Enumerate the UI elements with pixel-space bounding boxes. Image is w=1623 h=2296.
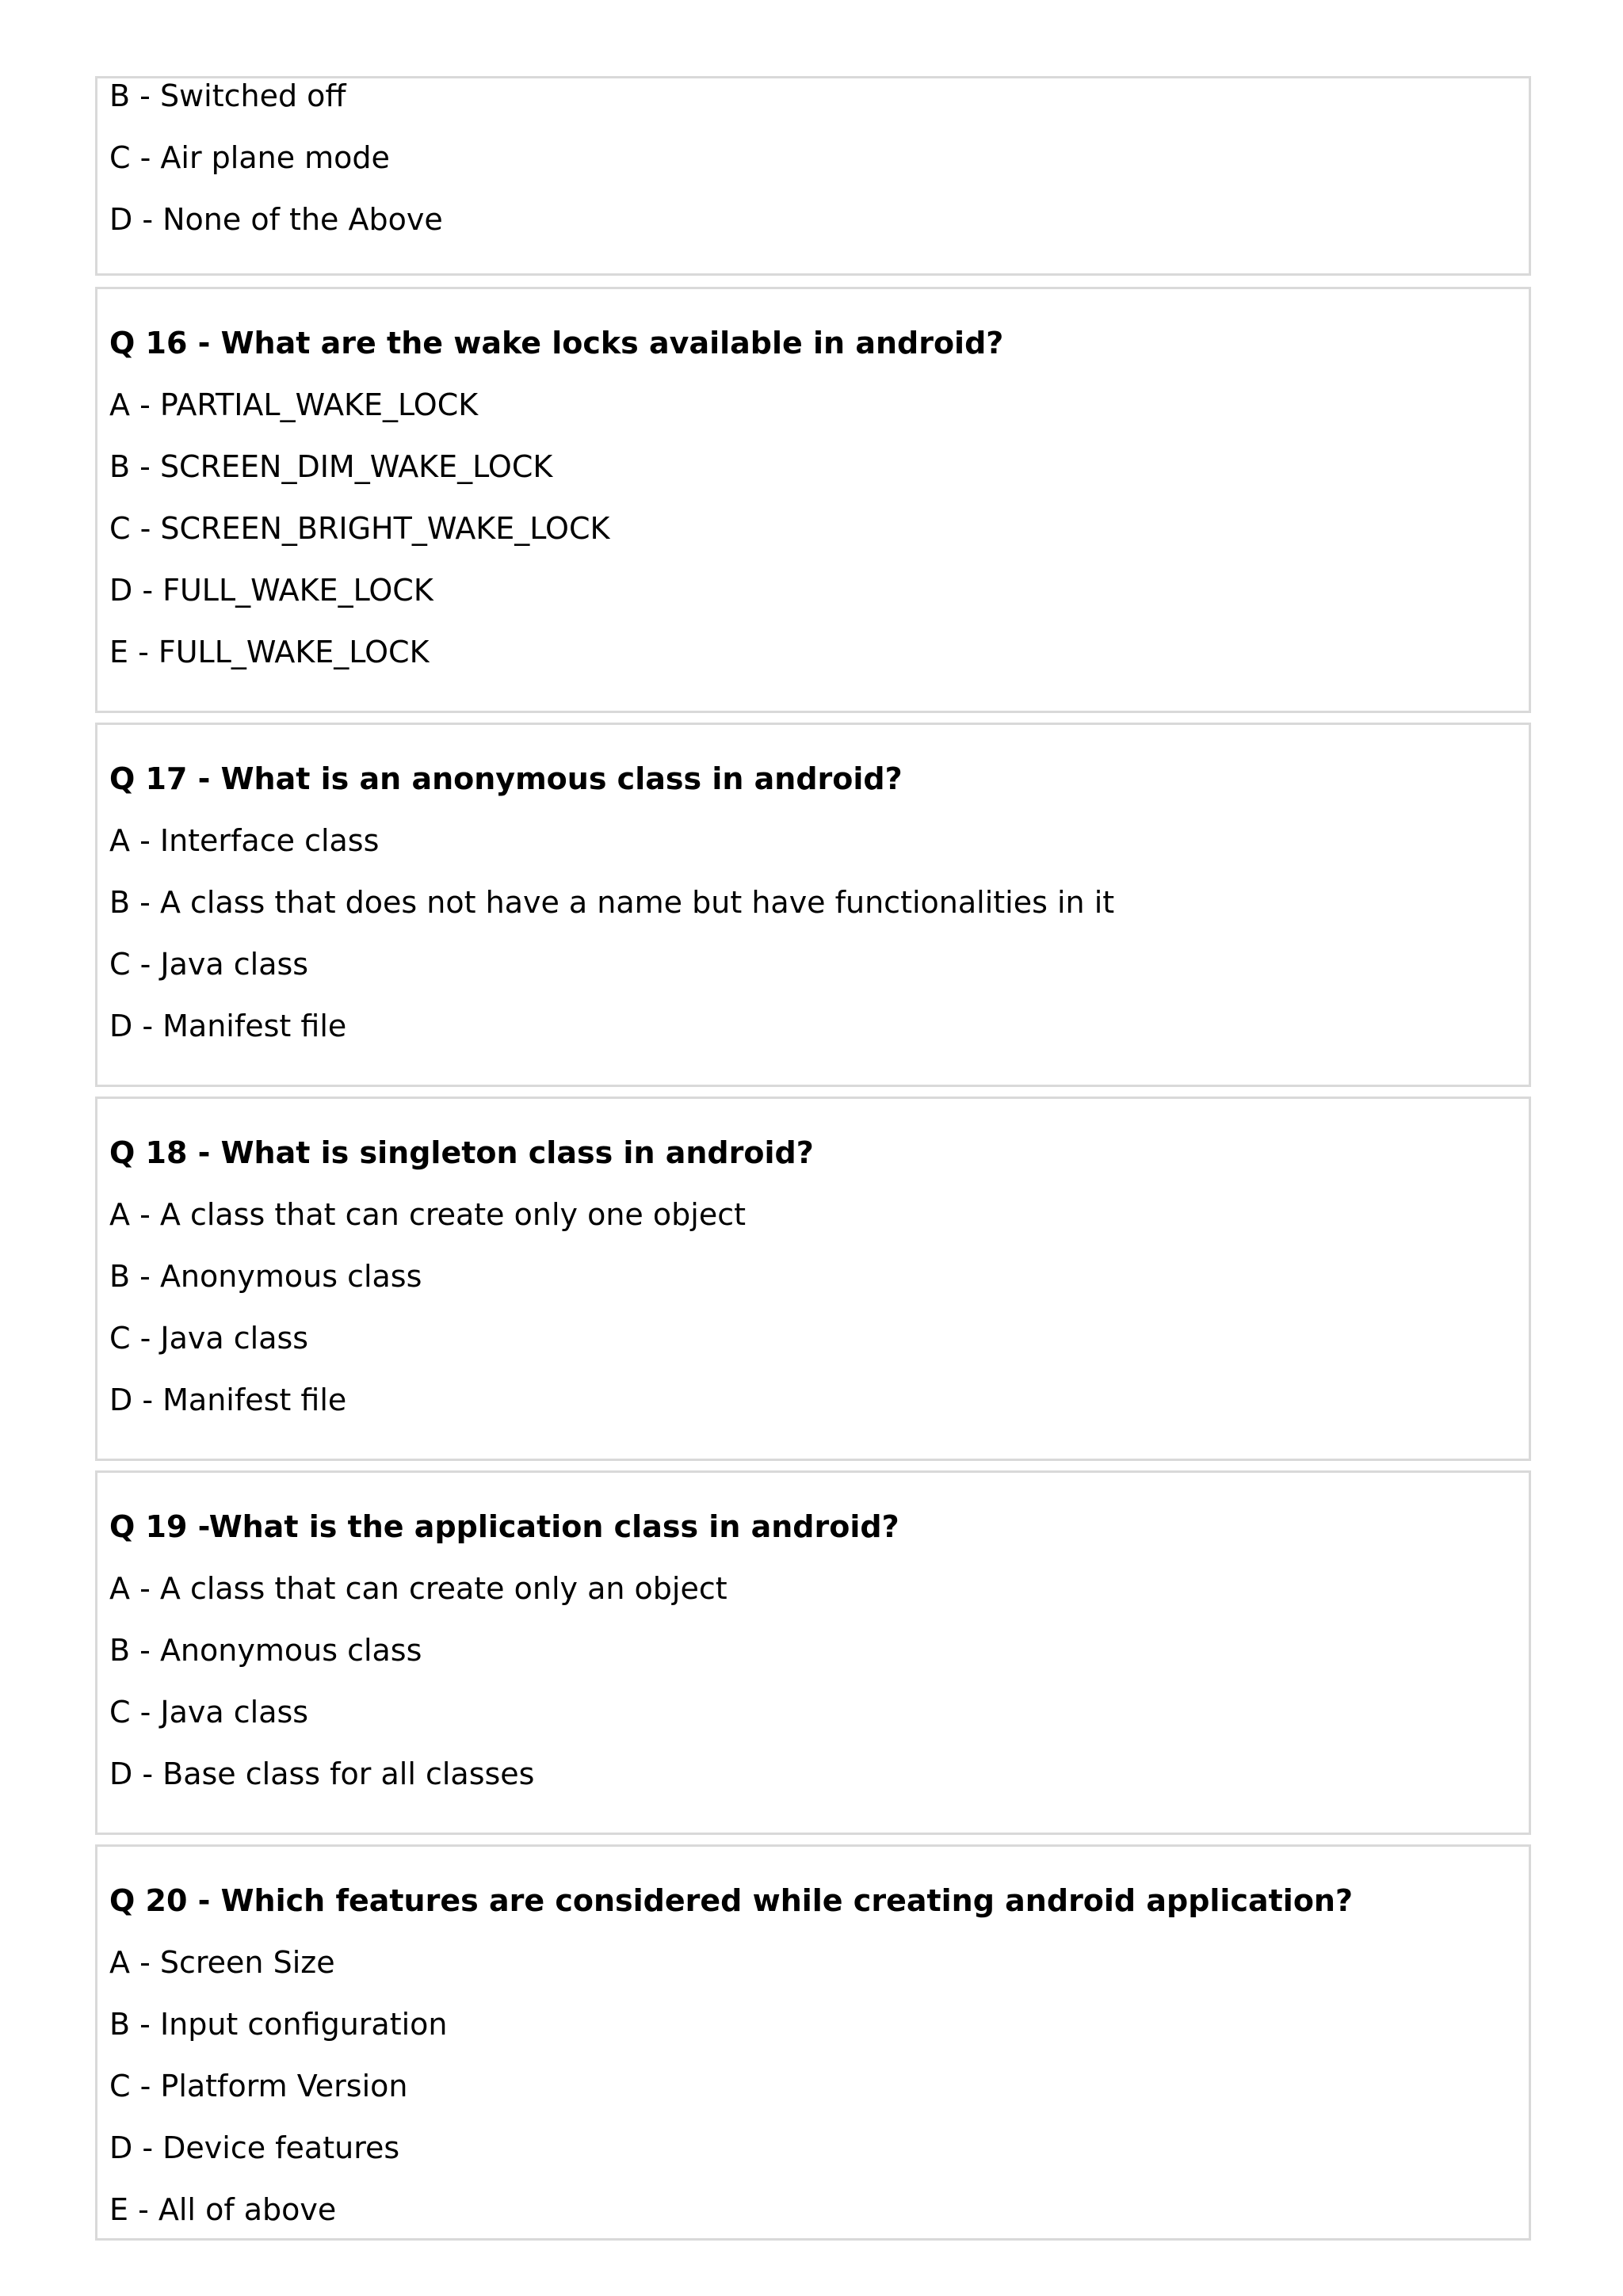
option-a: A - Screen Size [109, 1945, 335, 1980]
question-card-16 [95, 287, 1531, 713]
question-card-17 [95, 723, 1531, 1087]
question-text: Q 20 - Which features are considered while creating android application? [109, 1883, 1354, 1918]
option-d: D - None of the Above [109, 202, 443, 237]
question-card-18 [95, 1097, 1531, 1461]
option-c: C - SCREEN_BRIGHT_WAKE_LOCK [109, 511, 610, 546]
option-b: B - Anonymous class [109, 1259, 422, 1294]
option-d: D - Manifest file [109, 1383, 347, 1417]
question-text: Q 18 - What is singleton class in android? [109, 1135, 814, 1170]
question-text: Q 16 - What are the wake locks available in android? [109, 326, 1004, 360]
option-a: A - PARTIAL_WAKE_LOCK [109, 387, 479, 422]
question-card-19 [95, 1470, 1531, 1835]
option-c: C - Air plane mode [109, 140, 390, 175]
option-c: C - Platform Version [109, 2069, 408, 2103]
option-c: C - Java class [109, 1321, 309, 1356]
question-card-20 [95, 1844, 1531, 2241]
option-a: A - Interface class [109, 823, 380, 858]
question-text: Q 17 - What is an anonymous class in android? [109, 761, 903, 796]
option-b: B - Switched off [109, 78, 346, 113]
option-d: D - Manifest file [109, 1009, 347, 1043]
option-b: B - Anonymous class [109, 1633, 422, 1668]
option-d: D - Base class for all classes [109, 1756, 535, 1791]
option-d: D - FULL_WAKE_LOCK [109, 573, 433, 608]
option-c: C - Java class [109, 947, 309, 982]
option-a: A - A class that can create only an object [109, 1571, 727, 1606]
question-text: Q 19 -What is the application class in android? [109, 1509, 899, 1544]
option-c: C - Java class [109, 1695, 309, 1730]
option-b: B - A class that does not have a name but have functionalities in it [109, 885, 1115, 920]
option-a: A - A class that can create only one object [109, 1197, 746, 1232]
option-e: E - All of above [109, 2192, 337, 2227]
option-d: D - Device features [109, 2130, 400, 2165]
option-e: E - FULL_WAKE_LOCK [109, 635, 430, 669]
option-b: B - Input configuration [109, 2007, 448, 2042]
option-b: B - SCREEN_DIM_WAKE_LOCK [109, 449, 553, 484]
question-card-15-continued [95, 76, 1531, 276]
